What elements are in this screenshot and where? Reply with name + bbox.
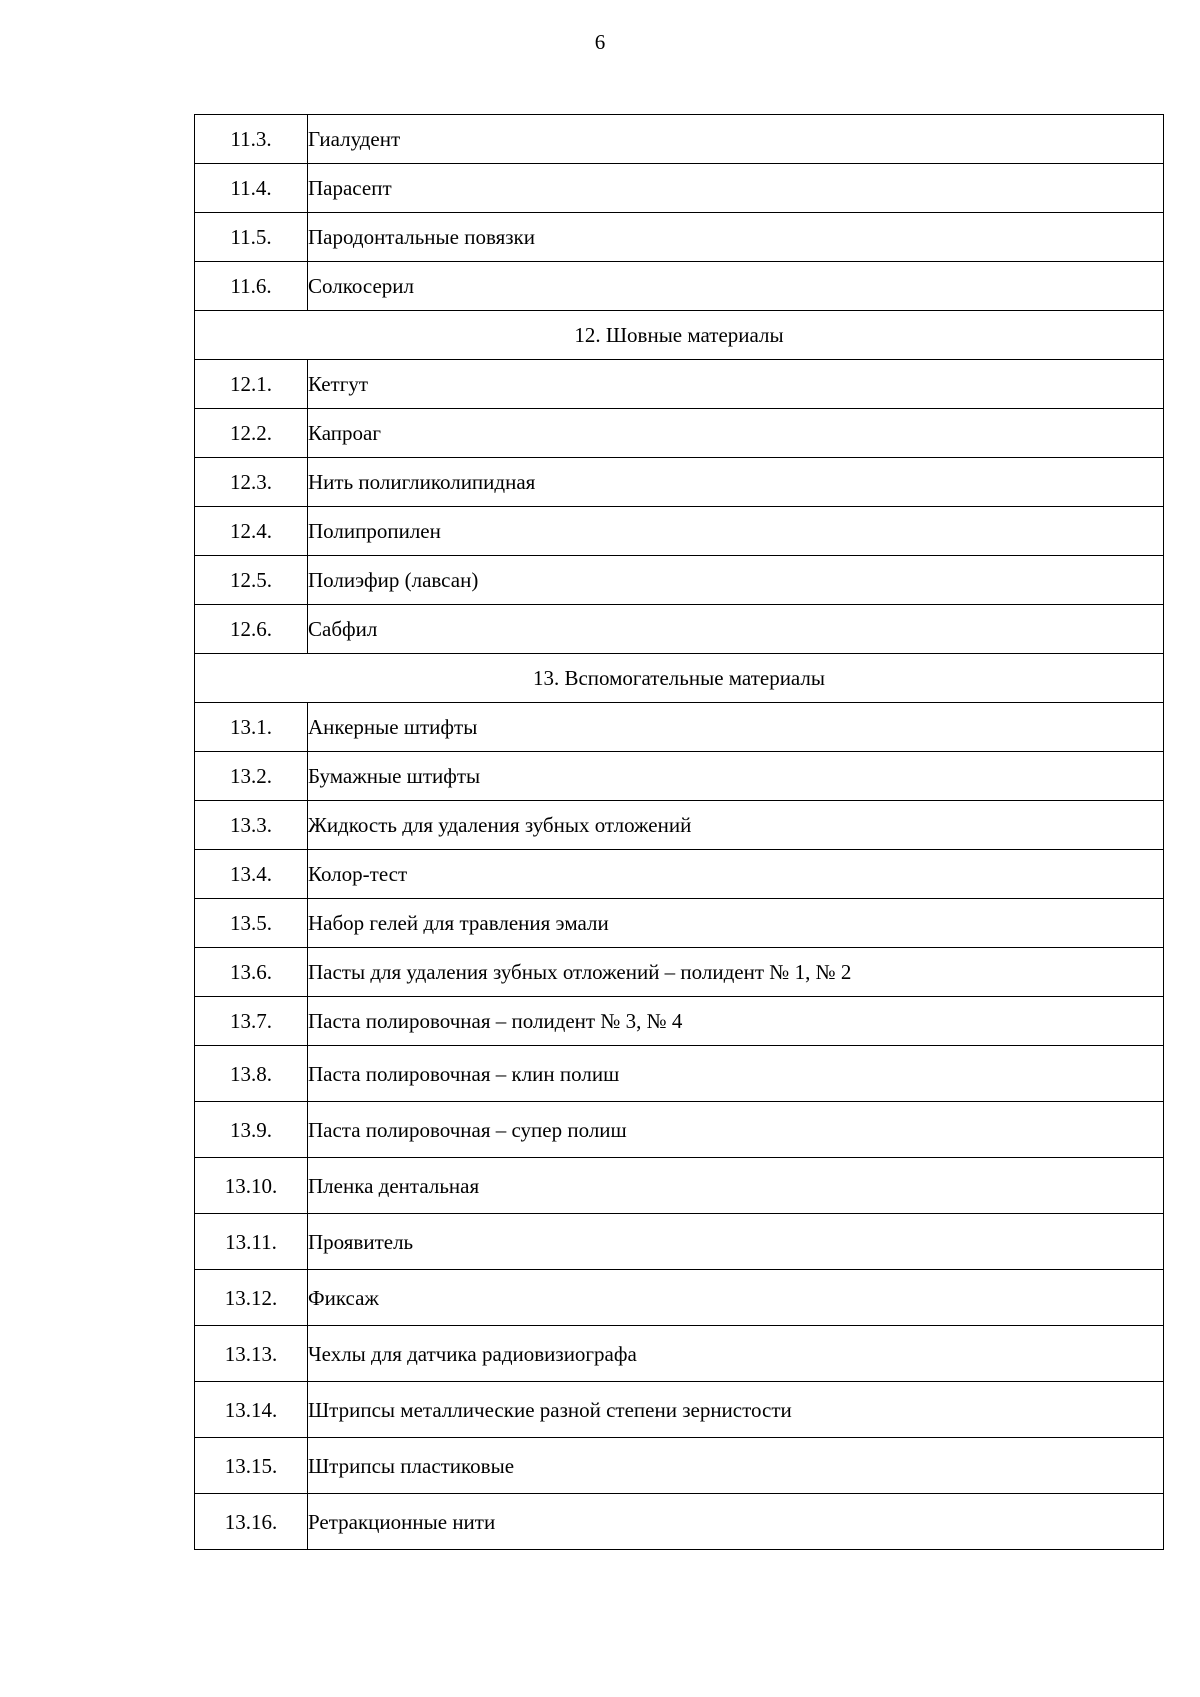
materials-table-body xyxy=(195,115,1164,1550)
item-number: 13.14. xyxy=(195,1382,308,1438)
item-name: Солкосерил xyxy=(308,262,1164,311)
table-row xyxy=(195,1270,1164,1326)
item-number: 13.6. xyxy=(195,948,308,997)
item-name: Пленка дентальная xyxy=(308,1158,1164,1214)
item-number: 12.3. xyxy=(195,458,308,507)
item-name: Набор гелей для травления эмали xyxy=(308,899,1164,948)
table-row xyxy=(195,997,1164,1046)
item-name: Полипропилен xyxy=(308,507,1164,556)
item-name: Штрипсы пластиковые xyxy=(308,1438,1164,1494)
table-row xyxy=(195,1494,1164,1550)
item-name: Гиалудент xyxy=(308,115,1164,164)
item-number: 13.7. xyxy=(195,997,308,1046)
table-row xyxy=(195,360,1164,409)
table-row xyxy=(195,409,1164,458)
section-row xyxy=(195,654,1164,703)
item-number: 12.6. xyxy=(195,605,308,654)
item-name: Нить полигликолипидная xyxy=(308,458,1164,507)
item-number: 13.3. xyxy=(195,801,308,850)
item-number: 13.15. xyxy=(195,1438,308,1494)
item-number: 13.10. xyxy=(195,1158,308,1214)
materials-table xyxy=(194,114,1164,1550)
item-number: 13.13. xyxy=(195,1326,308,1382)
section-title: 13. Вспомогательные материалы xyxy=(195,654,1164,703)
item-name: Штрипсы металлические разной степени зернистости xyxy=(308,1382,1164,1438)
item-number: 13.1. xyxy=(195,703,308,752)
table-row xyxy=(195,801,1164,850)
item-number: 13.16. xyxy=(195,1494,308,1550)
item-name: Анкерные штифты xyxy=(308,703,1164,752)
table-row xyxy=(195,1102,1164,1158)
item-name: Парасепт xyxy=(308,164,1164,213)
item-number: 12.5. xyxy=(195,556,308,605)
item-number: 11.5. xyxy=(195,213,308,262)
table-row xyxy=(195,262,1164,311)
table-row xyxy=(195,458,1164,507)
item-number: 12.1. xyxy=(195,360,308,409)
item-name: Пародонтальные повязки xyxy=(308,213,1164,262)
item-name: Полиэфир (лавсан) xyxy=(308,556,1164,605)
item-name: Пасты для удаления зубных отложений – полидент № 1, № 2 xyxy=(308,948,1164,997)
table-row xyxy=(195,703,1164,752)
item-name: Колор-тест xyxy=(308,850,1164,899)
table-row xyxy=(195,1214,1164,1270)
table-row xyxy=(195,1326,1164,1382)
item-name: Кетгут xyxy=(308,360,1164,409)
item-name: Фиксаж xyxy=(308,1270,1164,1326)
table-row xyxy=(195,115,1164,164)
item-number: 13.4. xyxy=(195,850,308,899)
table-row xyxy=(195,899,1164,948)
item-number: 11.4. xyxy=(195,164,308,213)
table-row xyxy=(195,1438,1164,1494)
table-row xyxy=(195,556,1164,605)
item-number: 13.9. xyxy=(195,1102,308,1158)
item-number: 11.3. xyxy=(195,115,308,164)
item-name: Жидкость для удаления зубных отложений xyxy=(308,801,1164,850)
item-number: 11.6. xyxy=(195,262,308,311)
section-title: 12. Шовные материалы xyxy=(195,311,1164,360)
item-number: 12.4. xyxy=(195,507,308,556)
table-row xyxy=(195,213,1164,262)
item-number: 13.5. xyxy=(195,899,308,948)
item-name: Проявитель xyxy=(308,1214,1164,1270)
item-name: Паста полировочная – супер полиш xyxy=(308,1102,1164,1158)
table-row xyxy=(195,1382,1164,1438)
item-number: 13.8. xyxy=(195,1046,308,1102)
item-name: Бумажные штифты xyxy=(308,752,1164,801)
table-row xyxy=(195,1158,1164,1214)
item-name: Капроаг xyxy=(308,409,1164,458)
page-number: 6 xyxy=(594,30,606,54)
item-name: Чехлы для датчика радиовизиографа xyxy=(308,1326,1164,1382)
item-name: Паста полировочная – полидент № 3, № 4 xyxy=(308,997,1164,1046)
table-row xyxy=(195,507,1164,556)
table-row xyxy=(195,164,1164,213)
item-number: 13.2. xyxy=(195,752,308,801)
item-number: 12.2. xyxy=(195,409,308,458)
section-row xyxy=(195,311,1164,360)
table-row xyxy=(195,605,1164,654)
table-row xyxy=(195,948,1164,997)
item-name: Сабфил xyxy=(308,605,1164,654)
item-number: 13.11. xyxy=(195,1214,308,1270)
item-number: 13.12. xyxy=(195,1270,308,1326)
item-name: Ретракционные нити xyxy=(308,1494,1164,1550)
table-row xyxy=(195,1046,1164,1102)
table-row xyxy=(195,850,1164,899)
table-row xyxy=(195,752,1164,801)
item-name: Паста полировочная – клин полиш xyxy=(308,1046,1164,1102)
